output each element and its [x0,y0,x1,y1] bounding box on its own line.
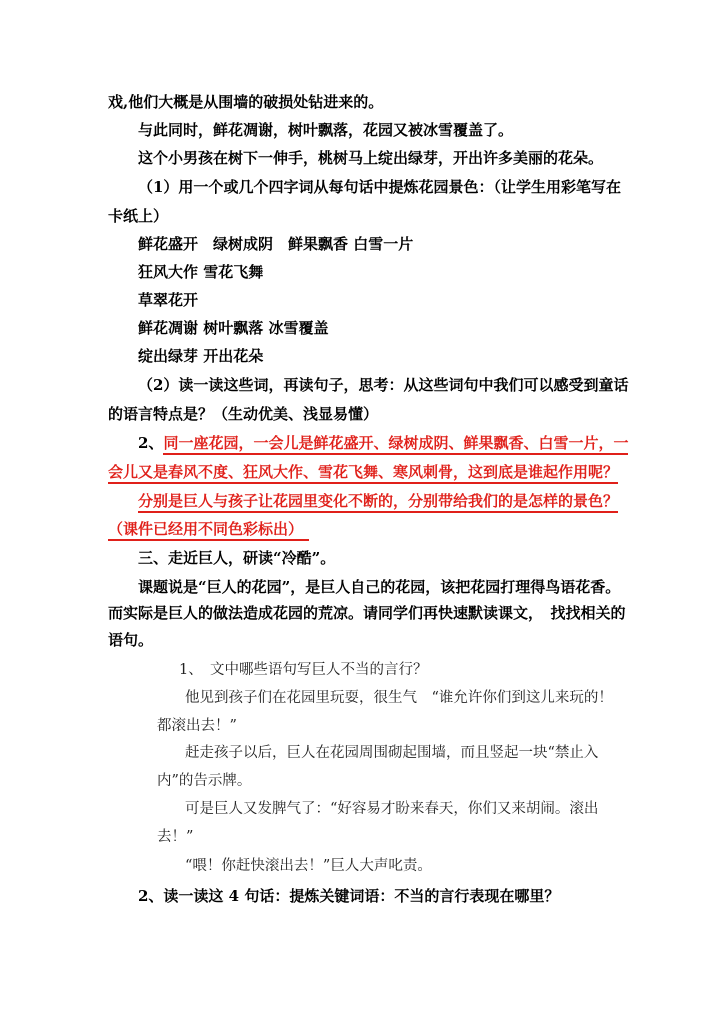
quote-line: 他见到孩子们在花园里玩耍，很生气 “谁允许你们到这儿来玩的！ [185,690,613,706]
highlight-text: 分别是巨人与孩子让花园里变化不断的，分别带给我们的是怎样的景色？ [138,492,618,513]
quote-line: 都滚出去！” [157,718,237,734]
phrase-line: 狂风大作 雪花飞舞 [138,263,264,281]
quote-line: 去！” [157,829,194,845]
quote-line: 内”的告示牌。 [157,773,252,789]
phrase-line: 草翠花开 [138,291,199,309]
phrase-line: 鲜花盛开 绿树成阴 鲜果飘香 白雪一片 [138,235,414,253]
section-heading: 三、走近巨人，研读“冷酷”。 [138,549,336,567]
paragraph-line: 卡纸上） [108,207,169,225]
quote-line: 赶走孩子以后，巨人在花园周围砌起围墙，而且竖起一块“禁止入 [185,745,599,761]
highlight-line [108,519,309,539]
question-1: （1）用一个或几个四字词从每句话中提炼花园景色：（让学生用彩笔写在 [138,178,621,196]
sub-question: 1、 文中哪些语句写巨人不当的言行？ [179,662,428,678]
paragraph-line: 课题说是“巨人的花园”，是巨人自己的花园，该把花园打理得鸟语花香。 [138,578,621,596]
question-2: （2）读一读这些词，再读句子，思考：从这些词句中我们可以感受到童话 [138,376,629,394]
quote-line: 可是巨人又发脾气了：“好容易才盼来春天，你们又来胡闹。滚出 [185,801,599,817]
question-line: 2、读一读这 4 句话：提炼关键词语：不当的言行表现在哪里？ [138,887,560,905]
highlight-line [138,433,628,453]
phrase-line: 绽出绿芽 开出花朵 [138,347,264,365]
paragraph-line: 这个小男孩在树下一伸手，桃树马上绽出绿芽，开出许多美丽的花朵。 [138,149,604,167]
paragraph-line: 与此同时，鲜花凋谢，树叶飘落，花园又被冰雪覆盖了。 [138,121,514,139]
quote-line: “喂！你赶快滚出去！”巨人大声叱责。 [185,858,432,874]
paragraph-line: 戏,他们大概是从围墙的破损处钻进来的。 [108,93,384,111]
highlight-text: 会儿又是春风不度、狂风大作、雪花飞舞、寒风刺骨，这到底是谁起作用呢？ [108,463,618,484]
item-number: 2、 [138,434,164,452]
paragraph-line: 语句。 [108,631,154,649]
paragraph-line: 的语言特点是？（生动优美、浅显易懂） [108,405,379,423]
highlight-line [138,491,618,511]
highlight-text: 同一座花园，一会儿是鲜花盛开、绿树成阴、鲜果飘香、白雪一片，一 [163,434,628,455]
paragraph-line: 而实际是巨人的做法造成花园的荒凉。请同学们再快速默读课文， 找找相关的 [108,604,626,622]
phrase-line: 鲜花凋谢 树叶飘落 冰雪覆盖 [138,319,329,337]
highlight-line [108,462,618,482]
highlight-text: （课件已经用不同色彩标出） [108,520,309,541]
